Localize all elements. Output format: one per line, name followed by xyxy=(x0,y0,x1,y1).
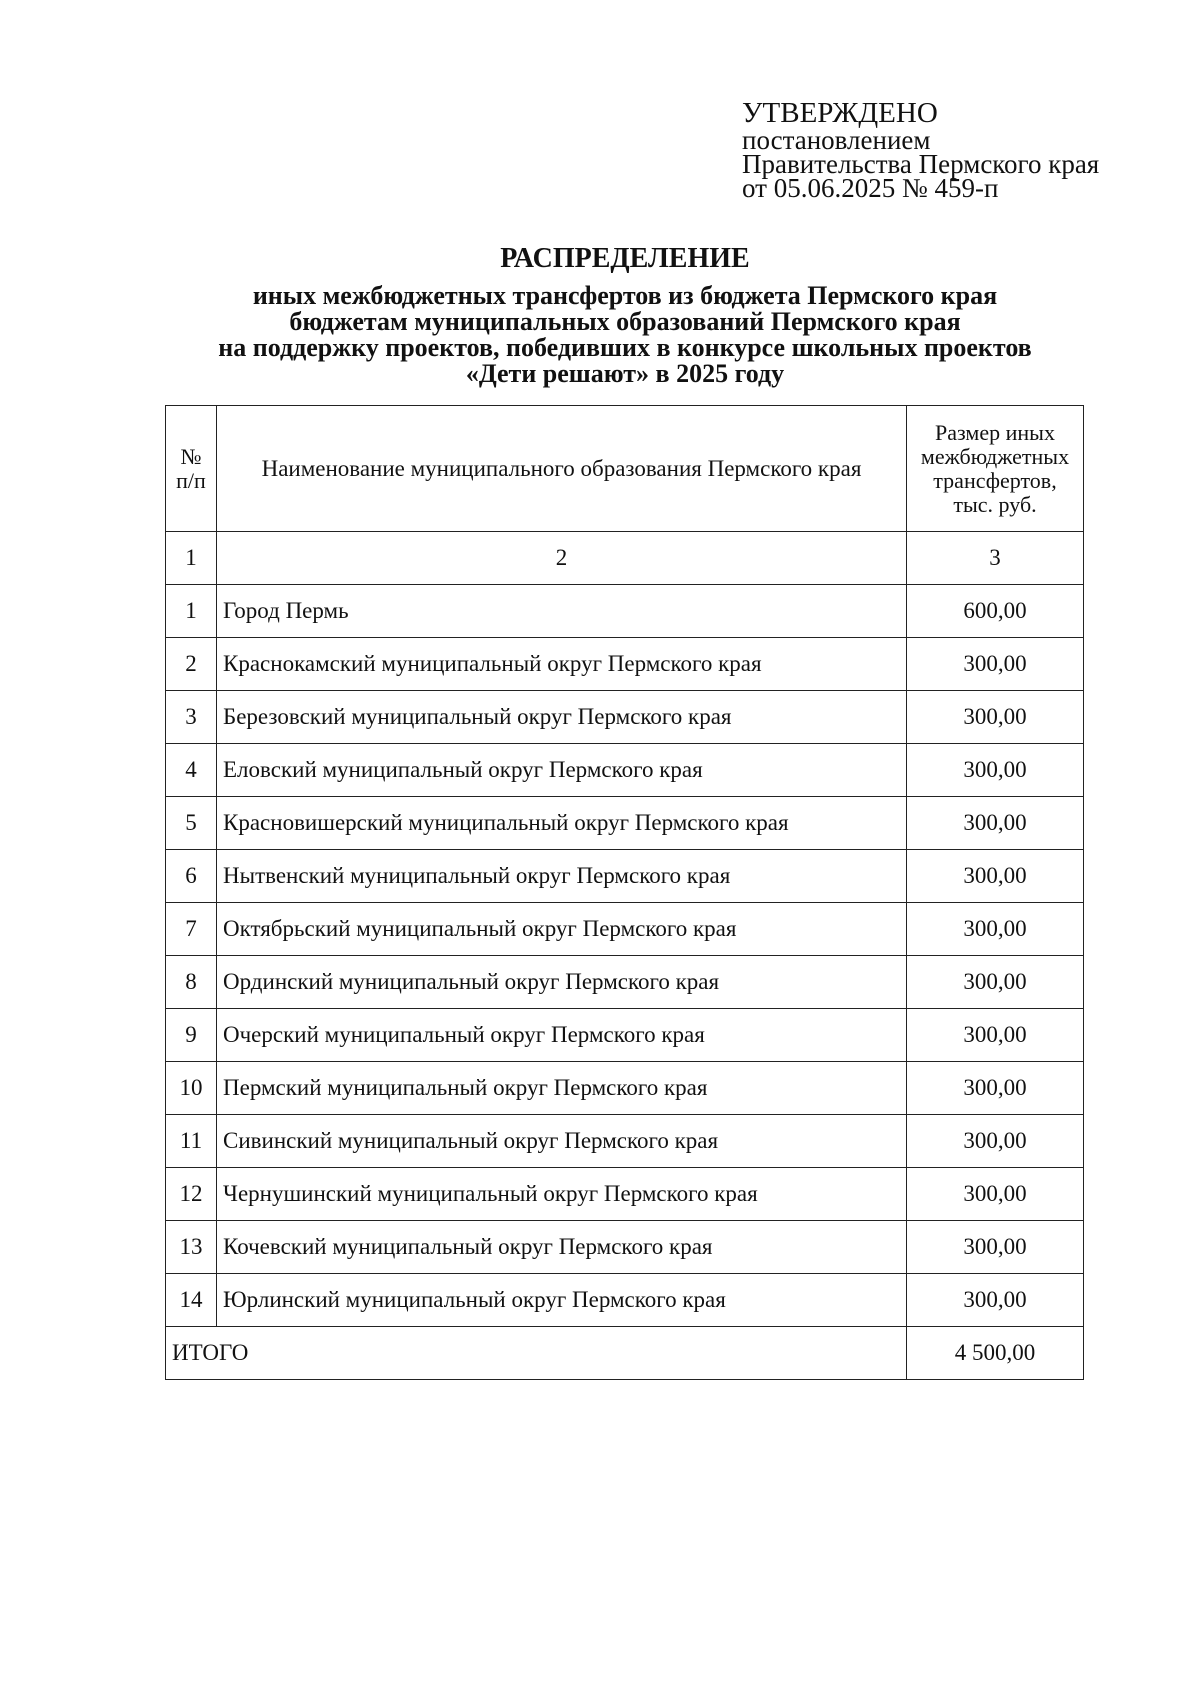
row-amount: 300,00 xyxy=(907,956,1084,1009)
approval-line-decree: постановлением xyxy=(742,125,931,155)
row-number: 10 xyxy=(166,1062,217,1115)
table-row xyxy=(166,1062,1084,1115)
table-row xyxy=(166,797,1084,850)
row-municipality: Юрлинский муниципальный округ Пермского края xyxy=(217,1274,907,1327)
header-amount-line: межбюджетных xyxy=(920,443,1070,469)
row-number: 13 xyxy=(166,1221,217,1274)
table-total-row xyxy=(166,1327,1084,1380)
header-amount-line: тыс. руб. xyxy=(953,491,1037,517)
subtitle-line: на поддержку проектов, победивших в конкурсе школьных проектов xyxy=(218,333,1032,362)
document-subtitle xyxy=(0,283,1200,387)
subtitle-line: иных межбюджетных трансфертов из бюджета Пермского края xyxy=(252,281,998,310)
row-amount: 300,00 xyxy=(907,797,1084,850)
row-municipality: Сивинский муниципальный округ Пермского края xyxy=(217,1115,907,1168)
row-number: 3 xyxy=(166,691,217,744)
total-amount: 4 500,00 xyxy=(907,1327,1084,1380)
row-amount: 300,00 xyxy=(907,691,1084,744)
row-number: 1 xyxy=(166,585,217,638)
table-row xyxy=(166,691,1084,744)
row-amount: 600,00 xyxy=(907,585,1084,638)
row-municipality: Октябрьский муниципальный округ Пермского края xyxy=(217,903,907,956)
subtitle-line: «Дети решают» в 2025 году xyxy=(465,359,785,388)
column-number: 1 xyxy=(166,532,217,585)
row-number: 8 xyxy=(166,956,217,1009)
row-amount: 300,00 xyxy=(907,850,1084,903)
header-number xyxy=(166,406,217,532)
subtitle-line: бюджетам муниципальных образований Пермского края xyxy=(289,307,961,336)
row-amount: 300,00 xyxy=(907,903,1084,956)
row-amount: 300,00 xyxy=(907,1221,1084,1274)
header-amount-line: Размер иных xyxy=(935,419,1055,445)
header-amount-line: трансфертов, xyxy=(933,467,1057,493)
row-municipality: Еловский муниципальный округ Пермского края xyxy=(217,744,907,797)
row-number: 11 xyxy=(166,1115,217,1168)
table-row xyxy=(166,1274,1084,1327)
row-municipality: Нытвенский муниципальный округ Пермского края xyxy=(217,850,907,903)
row-amount: 300,00 xyxy=(907,744,1084,797)
row-municipality: Город Пермь xyxy=(217,585,907,638)
column-number: 2 xyxy=(217,532,907,585)
row-number: 9 xyxy=(166,1009,217,1062)
row-amount: 300,00 xyxy=(907,638,1084,691)
column-number-row xyxy=(166,532,1084,585)
row-number: 4 xyxy=(166,744,217,797)
table-row xyxy=(166,956,1084,1009)
approval-line-government: Правительства Пермского края xyxy=(742,149,1100,179)
row-municipality: Чернушинский муниципальный округ Пермского края xyxy=(217,1168,907,1221)
table-row xyxy=(166,850,1084,903)
total-label: ИТОГО xyxy=(166,1327,907,1380)
approval-heading: УТВЕРЖДЕНО xyxy=(742,97,938,129)
document-title: РАСПРЕДЕЛЕНИЕ xyxy=(500,243,750,274)
row-amount: 300,00 xyxy=(907,1062,1084,1115)
approval-line-date-number: от 05.06.2025 № 459-п xyxy=(742,173,999,203)
distribution-table xyxy=(165,405,1084,1380)
table-row xyxy=(166,903,1084,956)
row-municipality: Краснокамский муниципальный округ Пермского края xyxy=(217,638,907,691)
row-number: 14 xyxy=(166,1274,217,1327)
row-amount: 300,00 xyxy=(907,1168,1084,1221)
approval-stamp-block xyxy=(742,97,1100,203)
table-row xyxy=(166,638,1084,691)
table-row xyxy=(166,585,1084,638)
table-row xyxy=(166,1221,1084,1274)
header-municipality-name: Наименование муниципального образования Пермского края xyxy=(217,406,907,532)
table-row xyxy=(166,744,1084,797)
row-amount: 300,00 xyxy=(907,1115,1084,1168)
header-number-abbrev: п/п xyxy=(176,467,206,493)
header-amount xyxy=(907,406,1084,532)
row-municipality: Пермский муниципальный округ Пермского края xyxy=(217,1062,907,1115)
table-row xyxy=(166,1115,1084,1168)
row-municipality: Красновишерский муниципальный округ Пермского края xyxy=(217,797,907,850)
row-amount: 300,00 xyxy=(907,1009,1084,1062)
row-number: 7 xyxy=(166,903,217,956)
row-number: 2 xyxy=(166,638,217,691)
row-municipality: Кочевский муниципальный округ Пермского края xyxy=(217,1221,907,1274)
column-number: 3 xyxy=(907,532,1084,585)
table-header-row xyxy=(166,406,1084,532)
table-row xyxy=(166,1168,1084,1221)
row-number: 5 xyxy=(166,797,217,850)
row-number: 6 xyxy=(166,850,217,903)
row-municipality: Ординский муниципальный округ Пермского края xyxy=(217,956,907,1009)
row-municipality: Очерский муниципальный округ Пермского края xyxy=(217,1009,907,1062)
row-number: 12 xyxy=(166,1168,217,1221)
header-number-symbol: № xyxy=(180,443,202,469)
row-amount: 300,00 xyxy=(907,1274,1084,1327)
row-municipality: Березовский муниципальный округ Пермского края xyxy=(217,691,907,744)
table-row xyxy=(166,1009,1084,1062)
